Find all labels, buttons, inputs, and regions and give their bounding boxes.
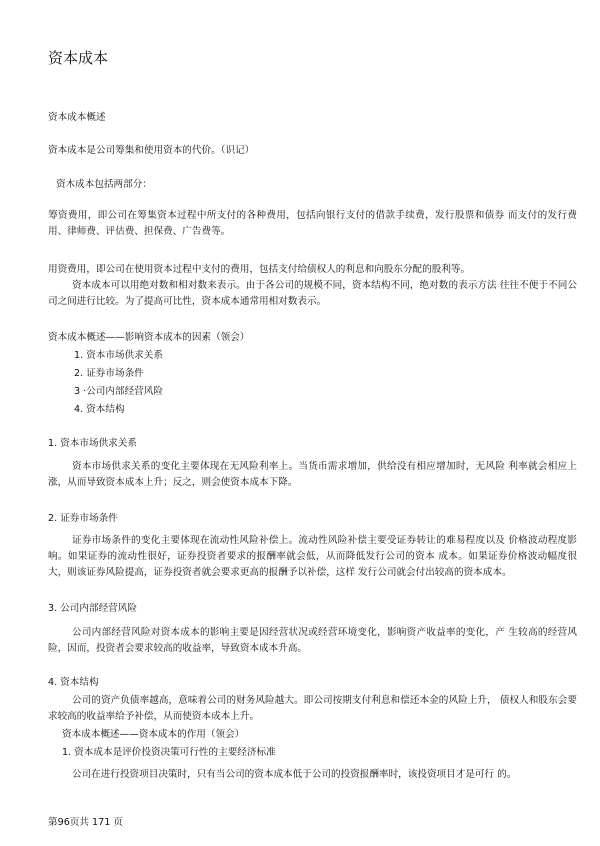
measure-paragraph: 资本成本可以用绝对数和相对数来表示。由于各公司的规模不同，资本结构不同，绝对数的表示方法 往往不便于不同公司之间进行比较。为了提高可比性，资本成本通常用相对数表示。 <box>48 280 577 307</box>
section2-heading: 2. 证券市场条件 <box>48 513 118 524</box>
usage-cost-paragraph: 用资费用，即公司在使用资本过程中支付的费用，包括支付给债权人的利息和向股东分配的股利等。 <box>48 264 471 275</box>
factors-list-item: 1. 资本市场供求关系 <box>74 350 163 361</box>
role-heading: 资本成本概述——资本成本的作用（领会） <box>62 729 245 740</box>
section3-body: 公司内部经营风险对资本成本的影响主要是因经营状况或经营环境变化，影响资产收益率的变化，产 生较高的经营风险，因而，投资者会要求较高的收益率，导致资本成本升高。 <box>48 627 577 654</box>
section2-body: 证券市场条件的变化主要体现在流动性风险补偿上。流动性风险补偿主要受证券转让的难易程度以及 价格波动程度影响。如果证券的流动性很好，证券投资者要求的报酬率就会低，从而降低发行公司的资本 成本。如果证券价格波动幅度很大，则该证券风险提高，证券投资者就会要求更高的报酬予以补偿，这样 发行公司就会付出较高的资本成本。 <box>48 535 577 578</box>
section4-heading: 4. 资本结构 <box>48 677 99 688</box>
factors-list-item: 3 ·公司内部经营风险 <box>74 386 163 397</box>
factors-heading: 资本成本概述——影响资本成本的因素（领会） <box>48 332 250 343</box>
section-overview-heading: 资本成本概述 <box>48 112 106 123</box>
factors-list-item: 4. 资本结构 <box>74 404 125 415</box>
factors-list-item: 2. 证券市场条件 <box>74 368 144 379</box>
section3-heading: 3. 公司内部经营风险 <box>48 603 137 614</box>
definition-text: 资本成本是公司筹集和使用资本的代价。（识记） <box>48 145 255 156</box>
page-footer: 第96页共 171 页 <box>48 817 123 828</box>
section1-heading: 1. 资本市场供求关系 <box>48 438 137 449</box>
section1-body: 资本市场供求关系的变化主要体现在无风险利率上。当货币需求增加，供给没有相应增加时，无风险 利率就会相应上涨，从而导致资本成本上升；反之，则会使资本成本下降。 <box>48 461 577 488</box>
role-item-1-body: 公司在进行投资项目决策时，只有当公司的资本成本低于公司的投资报酬率时，该投资项目才是可行 的。 <box>72 769 517 780</box>
section4-body: 公司的资产负债率越高，意味着公司的财务风险越大。即公司按期支付利息和偿还本金的风险上升， 债权人和股东会要求较高的收益率给予补偿，从而使资本成本上升。 <box>48 695 577 722</box>
financing-cost-paragraph: 筹资费用，即公司在筹集资本过程中所支付的各种费用，包括向银行支付的借款手续费，发行股票和债券 而支付的发行费用、律师费、评估费、担保费、广告费等。 <box>48 210 577 237</box>
page-title: 资本成本 <box>48 49 109 67</box>
role-item-1: 1. 资本成本是评价投资决策可行性的主要经济标准 <box>62 747 276 758</box>
includes-text: 资木成本包括两部分： <box>56 179 152 190</box>
